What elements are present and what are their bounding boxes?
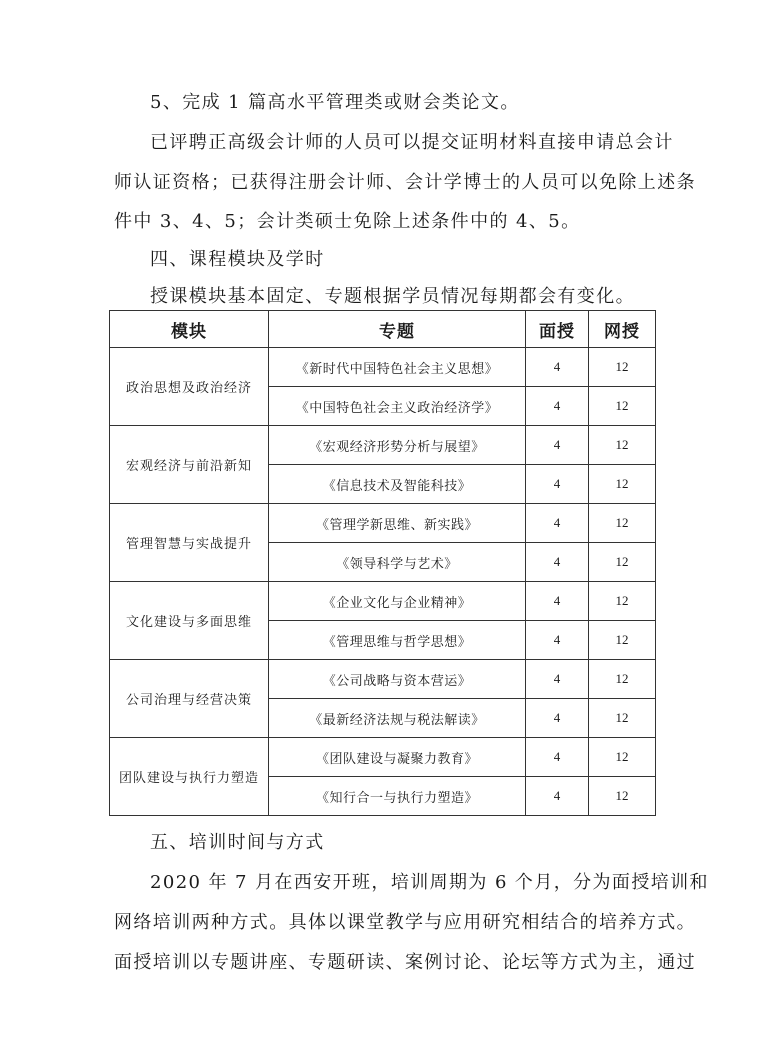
section-heading-4: 四、课程模块及学时 (150, 249, 325, 270)
topic-cell: 《领导科学与艺术》 (269, 543, 526, 582)
table-row (110, 582, 656, 621)
table-row (110, 504, 656, 543)
paragraph-line: 2020 年 7 月在西安开班，培训周期为 6 个月，分为面授培训和 (150, 872, 709, 893)
online-hours-cell: 12 (589, 738, 656, 777)
paragraph-line: 件中 3、4、5；会计类硕士免除上述条件中的 4、5。 (114, 211, 581, 232)
topic-cell: 《企业文化与企业精神》 (269, 582, 526, 621)
online-hours-cell: 12 (589, 465, 656, 504)
online-hours-cell: 12 (589, 543, 656, 582)
module-cell: 文化建设与多面思维 (110, 582, 269, 660)
table-header-row (110, 311, 656, 348)
face-hours-cell: 4 (526, 504, 589, 543)
paragraph-line: 师认证资格；已获得注册会计师、会计学博士的人员可以免除上述条 (114, 172, 696, 193)
online-hours-cell: 12 (589, 699, 656, 738)
face-hours-cell: 4 (526, 660, 589, 699)
online-hours-cell: 12 (589, 348, 656, 387)
topic-cell: 《宏观经济形势分析与展望》 (269, 426, 526, 465)
module-cell: 团队建设与执行力塑造 (110, 738, 269, 816)
online-hours-cell: 12 (589, 621, 656, 660)
face-hours-cell: 4 (526, 348, 589, 387)
face-hours-cell: 4 (526, 543, 589, 582)
requirement-item-5: 5、完成 1 篇高水平管理类或财会类论文。 (150, 92, 520, 113)
topic-cell: 《新时代中国特色社会主义思想》 (269, 348, 526, 387)
module-cell: 政治思想及政治经济 (110, 348, 269, 426)
topic-cell: 《公司战略与资本营运》 (269, 660, 526, 699)
course-table (109, 310, 656, 816)
header-module: 模块 (110, 311, 269, 348)
face-hours-cell: 4 (526, 699, 589, 738)
topic-cell: 《管理学新思维、新实践》 (269, 504, 526, 543)
paragraph-line: 网络培训两种方式。具体以课堂教学与应用研究相结合的培养方式。 (114, 912, 696, 933)
online-hours-cell: 12 (589, 504, 656, 543)
header-topic: 专题 (269, 311, 526, 348)
header-online: 网授 (589, 311, 656, 348)
topic-cell: 《管理思维与哲学思想》 (269, 621, 526, 660)
table-row (110, 660, 656, 699)
topic-cell: 《中国特色社会主义政治经济学》 (269, 387, 526, 426)
topic-cell: 《团队建设与凝聚力教育》 (269, 738, 526, 777)
face-hours-cell: 4 (526, 621, 589, 660)
table-row (110, 348, 656, 387)
module-cell: 宏观经济与前沿新知 (110, 426, 269, 504)
header-face-to-face: 面授 (526, 311, 589, 348)
face-hours-cell: 4 (526, 777, 589, 816)
topic-cell: 《最新经济法规与税法解读》 (269, 699, 526, 738)
topic-cell: 《信息技术及智能科技》 (269, 465, 526, 504)
online-hours-cell: 12 (589, 387, 656, 426)
table-row (110, 426, 656, 465)
online-hours-cell: 12 (589, 777, 656, 816)
paragraph-line: 授课模块基本固定、专题根据学员情况每期都会有变化。 (150, 286, 635, 307)
table-row (110, 738, 656, 777)
face-hours-cell: 4 (526, 738, 589, 777)
face-hours-cell: 4 (526, 582, 589, 621)
online-hours-cell: 12 (589, 582, 656, 621)
face-hours-cell: 4 (526, 387, 589, 426)
face-hours-cell: 4 (526, 426, 589, 465)
face-hours-cell: 4 (526, 465, 589, 504)
online-hours-cell: 12 (589, 426, 656, 465)
module-cell: 管理智慧与实战提升 (110, 504, 269, 582)
online-hours-cell: 12 (589, 660, 656, 699)
topic-cell: 《知行合一与执行力塑造》 (269, 777, 526, 816)
paragraph-line: 面授培训以专题讲座、专题研读、案例讨论、论坛等方式为主，通过 (114, 952, 696, 973)
module-cell: 公司治理与经营决策 (110, 660, 269, 738)
section-heading-5: 五、培训时间与方式 (150, 832, 325, 853)
paragraph-line: 已评聘正高级会计师的人员可以提交证明材料直接申请总会计 (150, 132, 674, 153)
